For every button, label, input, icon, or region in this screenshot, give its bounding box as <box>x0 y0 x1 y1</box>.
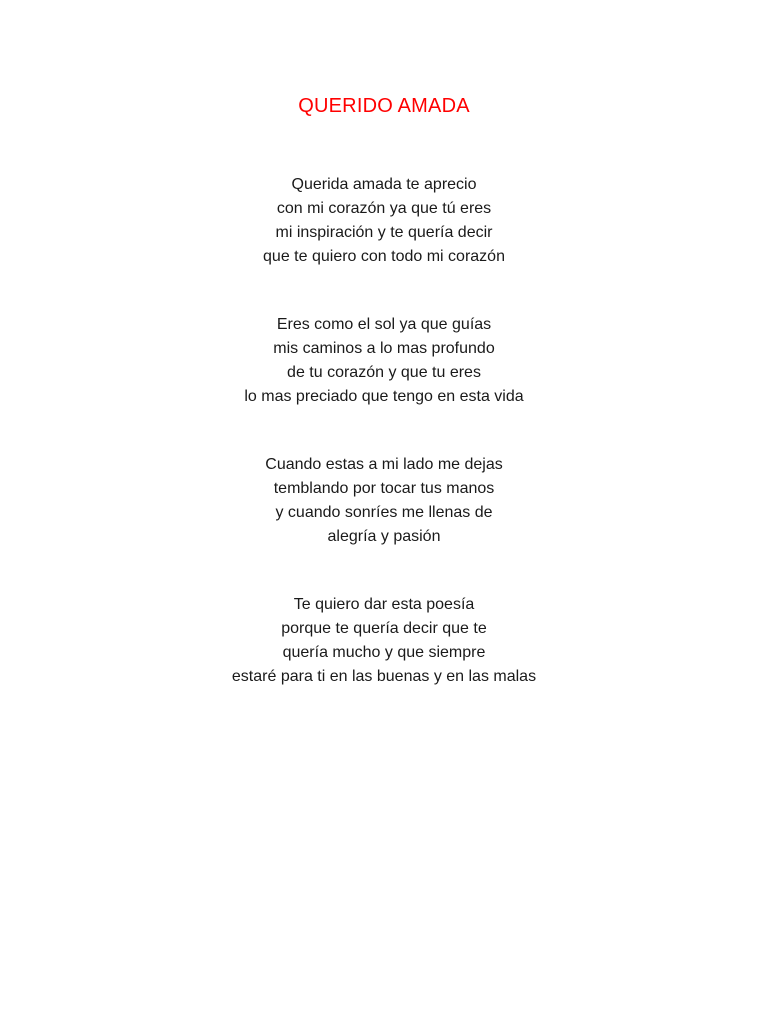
stanza <box>0 593 768 689</box>
poem-line: mi inspiración y te quería decir <box>275 224 493 241</box>
poem-line: estaré para ti en las buenas y en las malas <box>231 668 537 685</box>
poem-line: con mi corazón ya que tú eres <box>276 200 492 217</box>
poem-line: quería mucho y que siempre <box>282 644 486 661</box>
poem-line: Querida amada te aprecio <box>291 176 477 193</box>
poem-line: mis caminos a lo mas profundo <box>273 340 495 357</box>
stanza <box>0 453 768 549</box>
poem-line: porque te quería decir que te <box>281 620 487 637</box>
poem-line: y cuando sonríes me llenas de <box>275 504 493 521</box>
poem-line: que te quiero con todo mi corazón <box>263 248 505 265</box>
stanza <box>0 173 768 269</box>
poem-line: Cuando estas a mi lado me dejas <box>265 456 503 473</box>
poem-line: alegría y pasión <box>327 528 441 545</box>
stanza <box>0 313 768 409</box>
poem-line: Eres como el sol ya que guías <box>276 316 492 333</box>
poem-line: Te quiero dar esta poesía <box>293 596 475 613</box>
poem-line: de tu corazón y que tu eres <box>287 364 481 381</box>
poem-line: temblando por tocar tus manos <box>273 480 495 497</box>
poem-line: lo mas preciado que tengo en esta vida <box>244 388 524 405</box>
poem-title: QUERIDO AMADA <box>298 95 470 117</box>
